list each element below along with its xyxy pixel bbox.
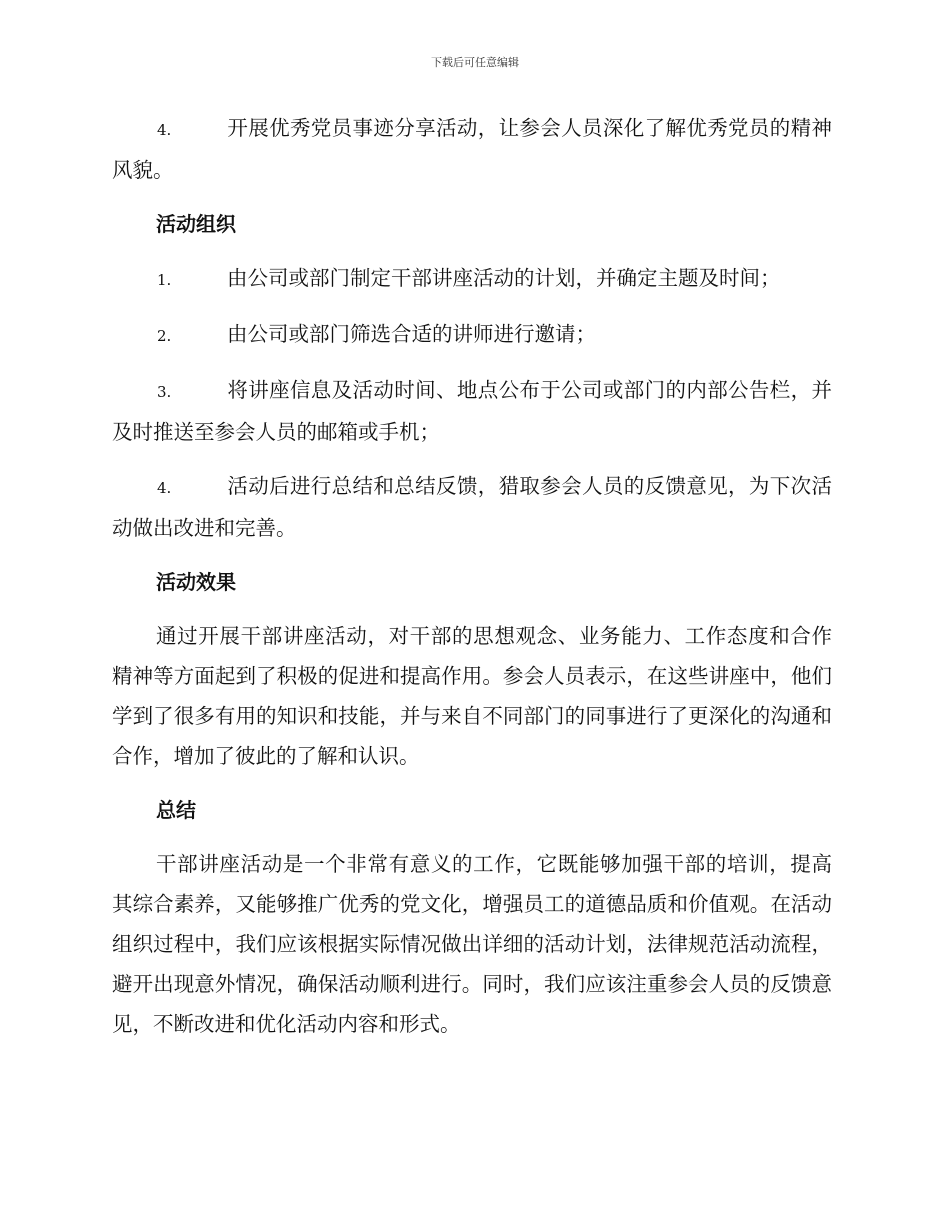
section-heading-effect: 活动效果 bbox=[156, 570, 236, 594]
document-body bbox=[112, 108, 832, 1058]
list-item-number: 2. bbox=[157, 327, 172, 345]
list-item-text: 由公司或部门制定干部讲座活动的计划，并确定主题及时间； bbox=[227, 266, 781, 290]
list-item-number: 4. bbox=[157, 479, 172, 497]
list-item-number: 1. bbox=[157, 271, 172, 289]
list-item-number: 3. bbox=[157, 383, 172, 401]
list-item-text: 由公司或部门筛选合适的讲师进行邀请； bbox=[227, 322, 596, 346]
list-item bbox=[112, 314, 832, 356]
effect-paragraph: 通过开展干部讲座活动，对干部的思想观念、业务能力、工作态度和合作精神等方面起到了积极的促进和提高作用。参会人员表示，在这些讲座中，他们学到了很多有用的知识和技能，并与来自不同部门的同事进行了更深化的沟通和合作，增加了彼此的了解和认识。 bbox=[112, 624, 832, 768]
summary-paragraph: 干部讲座活动是一个非常有意义的工作，它既能够加强干部的培训，提高其综合素养，又能够推广优秀的党文化，增强员工的道德品质和价值观。在活动组织过程中，我们应该根据实际情况做出详细的活动计划，法律规范活动流程，避开出现意外情况，确保活动顺利进行。同时，我们应该注重参会人员的反馈意见，不断改进和优化活动内容和形式。 bbox=[112, 852, 832, 1036]
section-heading-organization: 活动组织 bbox=[156, 212, 236, 236]
list-item-number: 4. bbox=[157, 121, 172, 139]
page-header: 下载后可任意编辑 bbox=[431, 56, 519, 69]
list-item bbox=[112, 108, 832, 190]
list-item-text: 开展优秀党员事迹分享活动，让参会人员深化了解优秀党员的精神风貌。 bbox=[112, 116, 832, 182]
list-item bbox=[112, 466, 832, 548]
list-item-text: 活动后进行总结和总结反馈，猎取参会人员的反馈意见，为下次活动做出改进和完善。 bbox=[112, 474, 832, 540]
list-item bbox=[112, 370, 832, 452]
section-heading-summary: 总结 bbox=[156, 798, 196, 822]
list-item bbox=[112, 258, 832, 300]
list-item-text: 将讲座信息及活动时间、地点公布于公司或部门的内部公告栏，并及时推送至参会人员的邮箱或手机； bbox=[112, 378, 832, 444]
